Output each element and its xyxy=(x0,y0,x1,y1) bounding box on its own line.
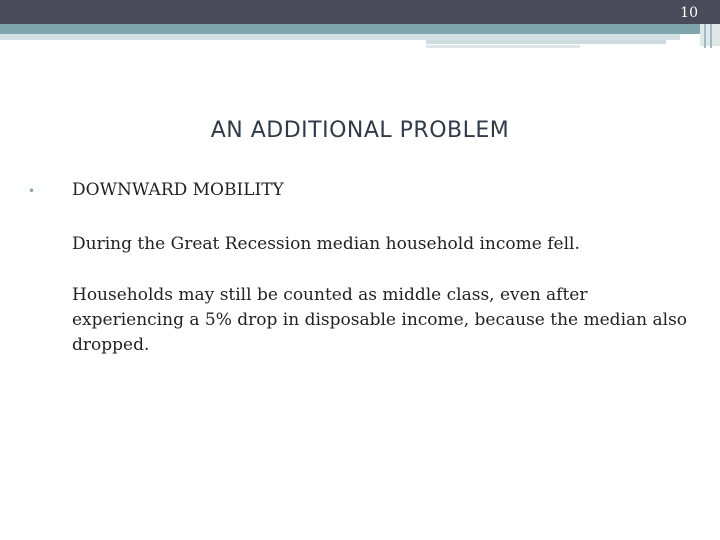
paragraph: During the Great Recession median household income fell. xyxy=(72,234,580,254)
paragraph: Households may still be counted as middle class, even after experiencing a 5% drop in disposable income, because the median also dropped. xyxy=(72,285,688,355)
header-accent-bar xyxy=(0,24,704,34)
header-line-short xyxy=(426,45,580,48)
header-divider xyxy=(710,24,712,48)
slide-title: AN ADDITIONAL PROBLEM xyxy=(210,118,510,143)
header-bar xyxy=(0,0,720,24)
bullet-text: DOWNWARD MOBILITY xyxy=(72,180,284,200)
header-line xyxy=(426,40,666,44)
slide-content xyxy=(28,180,688,384)
header-divider xyxy=(704,24,706,48)
bullet-item xyxy=(28,180,688,200)
page-number: 10 xyxy=(680,5,698,21)
bullet-icon: • xyxy=(28,184,36,198)
